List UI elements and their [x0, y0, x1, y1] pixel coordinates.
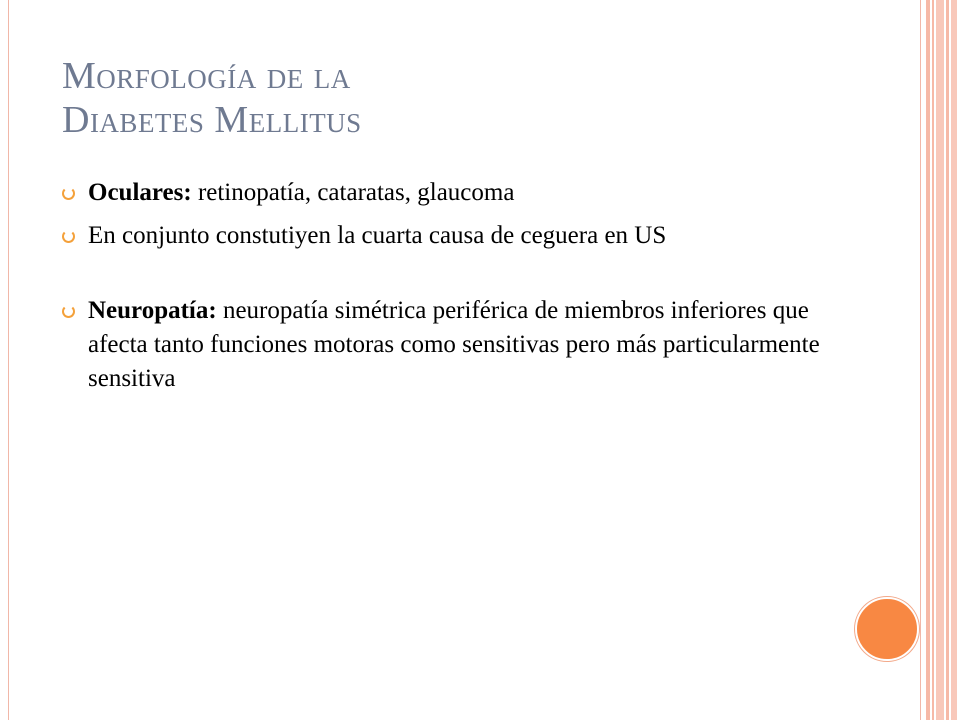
bullet-marker-icon — [62, 187, 75, 200]
bullet-ceguera — [62, 219, 842, 253]
decorative-stripes — [922, 0, 960, 720]
title-line-1: Morfología de la — [62, 55, 351, 97]
bullet-text: retinopatía, cataratas, glaucoma — [191, 179, 515, 206]
bullet-text: En conjunto constutiyen la cuarta causa de ceguera en US — [88, 222, 667, 249]
bullet-heading: Oculares: — [88, 179, 192, 206]
title-line-2: Diabetes Mellitus — [62, 99, 362, 141]
bullet-oculares — [62, 176, 842, 210]
bullet-marker-icon — [62, 230, 75, 243]
bullet-neuropatia — [62, 294, 842, 396]
slide-left-border — [8, 0, 9, 720]
bullet-text: neuropatía simétrica periférica de miembros inferiores que afecta tanto funciones motoras como sensitivas pero más particularmente sensitiva — [88, 297, 820, 392]
slide-right-border — [920, 0, 921, 720]
bullet-heading: Neuropatía: — [88, 297, 217, 324]
slide-content — [62, 176, 842, 396]
slide-title — [62, 54, 862, 142]
bullet-marker-icon — [62, 305, 75, 318]
decorative-orange-circle — [855, 597, 919, 661]
